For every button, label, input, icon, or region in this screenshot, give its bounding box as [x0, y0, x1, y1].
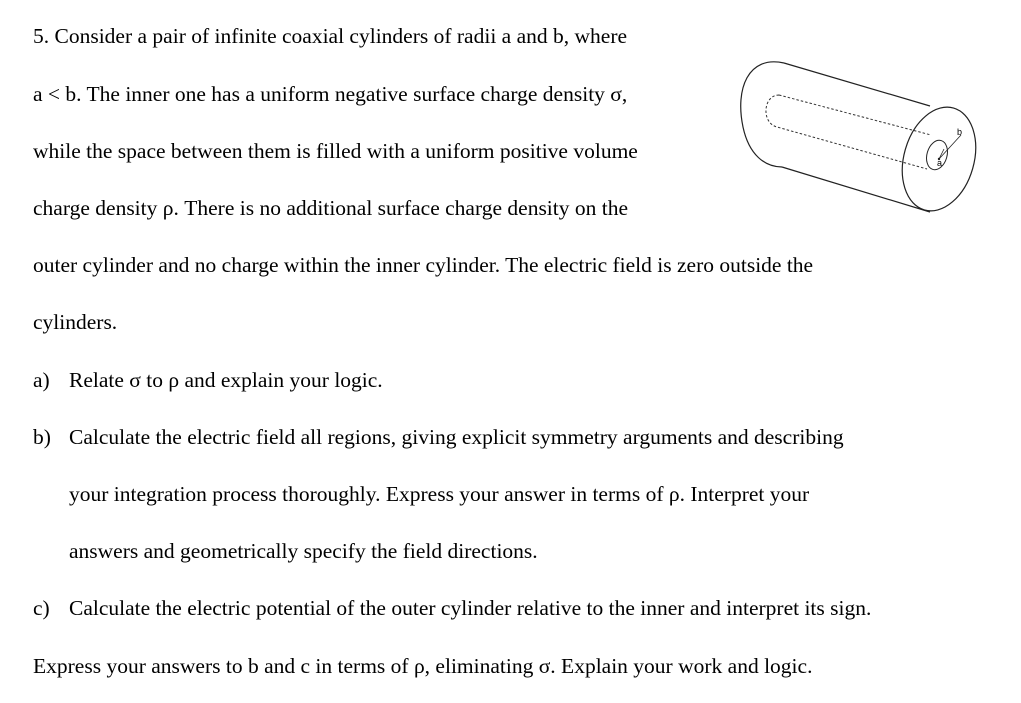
radius-b-label: b: [957, 127, 963, 137]
part-b: [33, 424, 844, 450]
outer-cylinder-left-cap: [741, 62, 784, 167]
part-b-label: b): [33, 425, 51, 449]
part-c-label: c): [33, 596, 50, 620]
part-a: [33, 367, 383, 393]
part-b-text-2: your integration process thoroughly. Express your answer in terms of ρ. Interpret your: [69, 482, 810, 506]
problem-line-5: outer cylinder and no charge within the inner cylinder. The electric field is zero outside the: [33, 253, 814, 277]
part-a-label: a): [33, 368, 50, 392]
part-c-text: Calculate the electric potential of the outer cylinder relative to the inner and interpret its sign.: [69, 596, 872, 620]
footer-instructions: Express your answers to b and c in terms of ρ, eliminating σ. Explain your work and logic.: [33, 654, 813, 678]
part-b-text-3: answers and geometrically specify the field directions.: [69, 539, 538, 563]
outer-cylinder-top-edge: [784, 63, 930, 106]
coaxial-cylinders-diagram: [735, 55, 985, 220]
problem-line-6: cylinders.: [33, 310, 118, 334]
radius-a-label: a: [937, 158, 943, 168]
problem-line-3: while the space between them is filled with a uniform positive volume: [33, 139, 638, 163]
part-b-text-1: Calculate the electric field all regions, giving explicit symmetry arguments and describing: [69, 425, 844, 449]
problem-line-4: charge density ρ. There is no additional surface charge density on the: [33, 196, 629, 220]
part-a-text: Relate σ to ρ and explain your logic.: [69, 368, 383, 392]
problem-line-1: 5. Consider a pair of infinite coaxial cylinders of radii a and b, where: [33, 24, 628, 48]
problem-line-2: a < b. The inner one has a uniform negative surface charge density σ,: [33, 82, 628, 106]
part-c: [33, 595, 871, 621]
